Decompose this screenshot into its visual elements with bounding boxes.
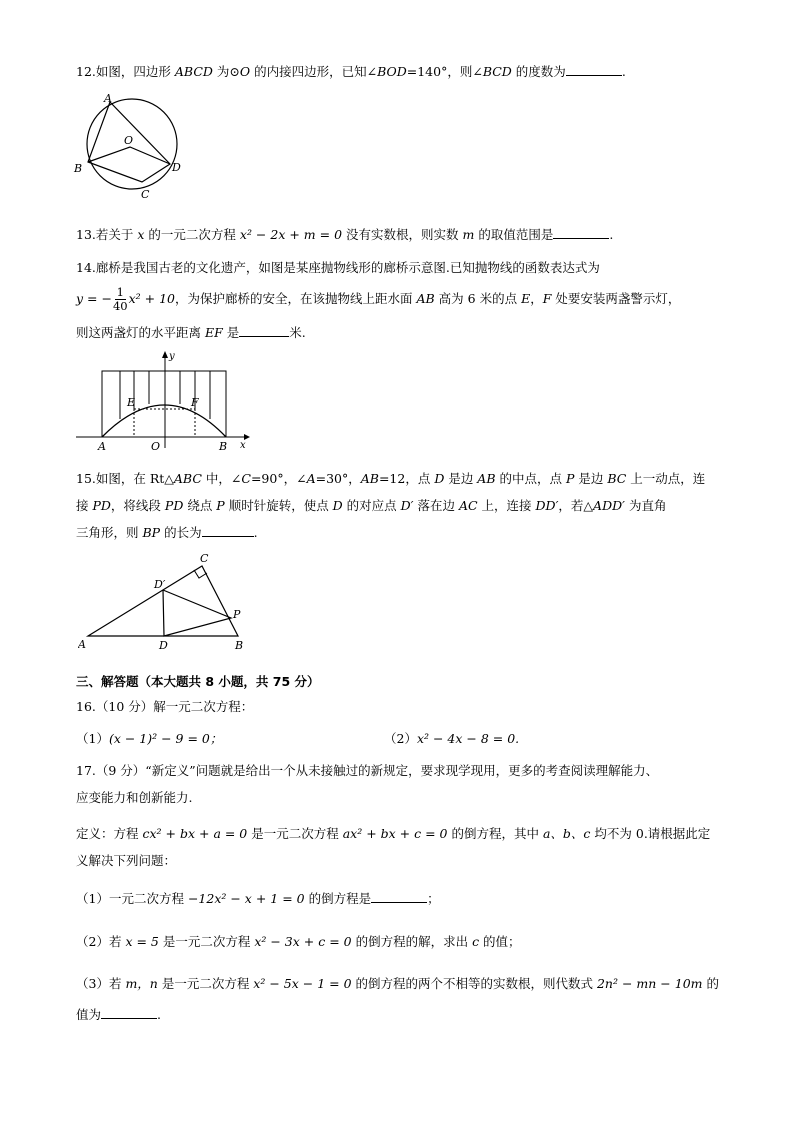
q12-bcd: BCD — [482, 64, 512, 79]
answer-blank[interactable] — [371, 890, 427, 903]
q13-x: x — [137, 227, 145, 242]
q14-line2 — [76, 284, 680, 314]
q17-s1b: 的倒方程是 — [304, 891, 372, 906]
answer-blank[interactable] — [101, 1006, 157, 1019]
label-e: E — [127, 396, 136, 409]
triangle-dd-prime-p — [163, 590, 231, 636]
bridge-frame — [102, 371, 226, 437]
figure-12-circle — [70, 92, 190, 202]
q17-s2c: 的倒方程的解，求出 — [351, 934, 473, 949]
q17-s3-mn: m，n — [125, 976, 158, 991]
frac-denominator: 40 — [112, 299, 128, 313]
q17-s3-equation: x² − 5x − 1 = 0 — [253, 976, 352, 991]
section-3-heading: 三、解答题（本大题共 8 小题，共 75 分） — [76, 674, 320, 689]
q17-line1: 17.（9 分）“新定义”问题就是给出一个从未接触过的新规定，要求现学现用，更多的考查阅读理解能力、 — [76, 763, 659, 778]
q16-p1-label: （1） — [76, 731, 109, 746]
q14-line3 — [76, 324, 306, 342]
q14-t3: 高为 6 米的点 — [434, 291, 522, 306]
q14-line3a: 则这两盏灯的水平距离 — [76, 325, 205, 340]
label-b: B — [219, 440, 228, 453]
q14-line3c: 米. — [289, 325, 306, 340]
q13-text — [76, 226, 613, 244]
q15-dprime: D′ — [400, 498, 414, 513]
q17-def-eq1: cx² + bx + a = 0 — [142, 826, 248, 841]
q17-definition — [76, 825, 710, 843]
q14-e: E — [521, 291, 531, 306]
q15-c: C — [241, 471, 251, 486]
q15-l2b: ，将线段 — [110, 498, 165, 513]
label-p: P — [233, 608, 241, 621]
q16-p2-label: （2） — [384, 731, 417, 746]
q14-t4: 处要安装两盏警示灯， — [551, 291, 681, 306]
q13-equation: x² − 2x + m = 0 — [239, 227, 343, 242]
q17-s3-end: . — [157, 1007, 161, 1022]
q14-line1 — [76, 259, 600, 277]
label-b: B — [74, 162, 83, 175]
label-d: D — [159, 639, 168, 652]
q15-l2h: ，若△ — [558, 498, 594, 513]
q17-s1-end: ； — [427, 891, 440, 906]
label-a: A — [104, 92, 112, 105]
q15-p: P — [565, 471, 575, 486]
q15-d: D — [434, 471, 445, 486]
q12-t4: =140°，则∠ — [406, 64, 483, 79]
q14-ab: AB — [416, 291, 435, 306]
q14-f: F — [542, 291, 552, 306]
q14-line1-text: 14.廊桥是我国古老的文化遗产，如图是某座抛物线形的廊桥示意图.已知抛物线的函数表达式为 — [76, 260, 600, 275]
q13-t1: 若关于 — [95, 227, 138, 242]
q12-t1: 如图，四边形 — [95, 64, 175, 79]
q17-s2-c: c — [472, 934, 480, 949]
q15-l2f: 落在边 — [413, 498, 459, 513]
q13-number: 13. — [76, 227, 96, 242]
q15-l1d: =30°， — [315, 471, 361, 486]
q15-pd: PD — [92, 498, 111, 513]
q17-def-d: 均不为 0.请根据此定 — [590, 826, 711, 841]
q17-s3b: 是一元二次方程 — [157, 976, 254, 991]
q12-t5: 的度数为 — [511, 64, 566, 79]
q15-abc: ABC — [173, 471, 202, 486]
q15-l1e: =12，点 — [378, 471, 435, 486]
q13-end: . — [609, 227, 614, 242]
q17-s3-expression: 2n² − mn − 10m — [596, 976, 703, 991]
q17-s3d: 的 — [702, 976, 719, 991]
q15-ac: AC — [458, 498, 478, 513]
label-c: C — [200, 552, 209, 565]
answer-blank[interactable] — [239, 324, 289, 337]
q17-s2-eq2: x² − 3x + c = 0 — [254, 934, 352, 949]
q17-s2a: （2）若 — [76, 934, 126, 949]
q15-l2i: 为直角 — [624, 498, 667, 513]
q17-abc: a、b、c — [542, 826, 591, 841]
q15-l1c: =90°，∠ — [250, 471, 307, 486]
q17-sub1 — [76, 890, 440, 908]
q15-ab2: AB — [477, 471, 496, 486]
q17-line2: 应变能力和创新能力. — [76, 790, 193, 805]
q15-l3a: 三角形，则 — [76, 525, 143, 540]
q17-def-c: 的倒方程，其中 — [447, 826, 543, 841]
q16-p1-equation: (x − 1)² − 9 = 0； — [108, 731, 223, 746]
q17-s1-equation: −12x² − x + 1 = 0 — [187, 891, 305, 906]
label-d: D — [172, 161, 181, 174]
q17-def-b: 是一元二次方程 — [247, 826, 343, 841]
q15-ab: AB — [360, 471, 379, 486]
q15-l1a: 15.如图，在 Rt△ — [76, 471, 174, 486]
q15-l1g: 的中点，点 — [495, 471, 566, 486]
q15-l2a: 接 — [76, 498, 93, 513]
q15-bp: BP — [142, 525, 161, 540]
answer-blank[interactable] — [566, 63, 622, 76]
q15-l1h: 是边 — [574, 471, 608, 486]
q15-l2g: 上，连接 — [477, 498, 536, 513]
q14-y-eq: y = − — [76, 291, 112, 306]
q15-l3b: 的长为 — [160, 525, 202, 540]
figure-14-bridge — [72, 348, 252, 453]
q15-addprime: ADD′ — [593, 498, 625, 513]
label-a: A — [78, 638, 86, 651]
q12-text — [76, 63, 626, 81]
label-a: A — [98, 440, 106, 453]
q14-t2: ，为保护廊桥的安全，在该抛物线上距水面 — [175, 291, 417, 306]
q12-bod: BOD — [377, 64, 407, 79]
q17-s2-eq1: x = 5 — [125, 934, 159, 949]
radii-ob-od — [88, 147, 170, 164]
parabola-arch — [102, 405, 226, 437]
figure-15-triangle — [78, 552, 258, 657]
label-y: y — [169, 351, 175, 362]
q17-def-eq2: ax² + bx + c = 0 — [342, 826, 448, 841]
label-o: O — [124, 134, 134, 147]
q12-number: 12. — [76, 64, 96, 79]
y-axis-arrow — [162, 351, 168, 358]
answer-blank[interactable] — [553, 226, 609, 239]
q12-t2: 为⊙ — [212, 64, 240, 79]
q17-sub3 — [76, 975, 719, 993]
q14-line3b: 是 — [222, 325, 240, 340]
q15-l2d: 顺时针旋转，使点 — [224, 498, 333, 513]
q12-t3: 的内接四边形，已知∠ — [250, 64, 378, 79]
frac-numerator: 1 — [116, 285, 124, 299]
q15-l1b: 中，∠ — [201, 471, 242, 486]
q15-l1f: 是边 — [444, 471, 478, 486]
q17-s2b: 是一元二次方程 — [158, 934, 255, 949]
q15-ddprime: DD′ — [535, 498, 559, 513]
q17-sub3-line2 — [76, 1006, 161, 1024]
q15-l2c: 绕点 — [183, 498, 217, 513]
label-o: O — [151, 440, 161, 453]
q15-a: A — [306, 471, 316, 486]
label-d-prime: D′ — [154, 578, 166, 591]
q17-s3c: 的倒方程的两个不相等的实数根，则代数式 — [351, 976, 597, 991]
q14-comma: ， — [530, 291, 543, 306]
q16-title: 16.（10 分）解一元二次方程： — [76, 699, 254, 714]
q15-line1 — [76, 470, 705, 488]
q15-bc: BC — [607, 471, 627, 486]
answer-blank[interactable] — [202, 524, 254, 537]
q17-def-a: 定义：方程 — [76, 826, 143, 841]
label-f: F — [191, 396, 199, 409]
q13-m: m — [462, 227, 475, 242]
q16-p2-equation: x² − 4x − 8 = 0. — [416, 731, 520, 746]
q15-line3 — [76, 524, 258, 542]
q12-o: O — [239, 64, 251, 79]
q16-part2 — [384, 730, 519, 748]
q13-t3: 没有实数根，则实数 — [342, 227, 463, 242]
label-x: x — [240, 440, 246, 451]
q17-s1a: （1）一元二次方程 — [76, 891, 188, 906]
q13-t2: 的一元二次方程 — [144, 227, 240, 242]
q15-l1i: 上一动点，连 — [626, 471, 706, 486]
q16-part1 — [76, 730, 222, 748]
label-c: C — [141, 188, 150, 201]
q15-end: . — [253, 525, 258, 540]
q13-t4: 的取值范围是 — [474, 227, 554, 242]
q14-x2-term: x² + 10 — [128, 291, 175, 306]
q17-def-line2: 义解决下列问题： — [76, 853, 177, 868]
q15-pd2: PD — [164, 498, 184, 513]
q12-end: . — [621, 64, 626, 79]
q17-sub2 — [76, 933, 521, 951]
q15-l2e: 的对应点 — [342, 498, 401, 513]
q17-s3a: （3）若 — [76, 976, 126, 991]
q14-ef: EF — [204, 325, 223, 340]
label-b: B — [235, 639, 244, 652]
q17-s2d: 的值； — [479, 934, 521, 949]
q14-fraction — [113, 286, 128, 313]
q15-d2: D — [332, 498, 343, 513]
q15-line2 — [76, 497, 666, 515]
q12-abcd: ABCD — [174, 64, 213, 79]
q15-p2: P — [216, 498, 225, 513]
q17-s3-l2: 值为 — [76, 1007, 102, 1022]
